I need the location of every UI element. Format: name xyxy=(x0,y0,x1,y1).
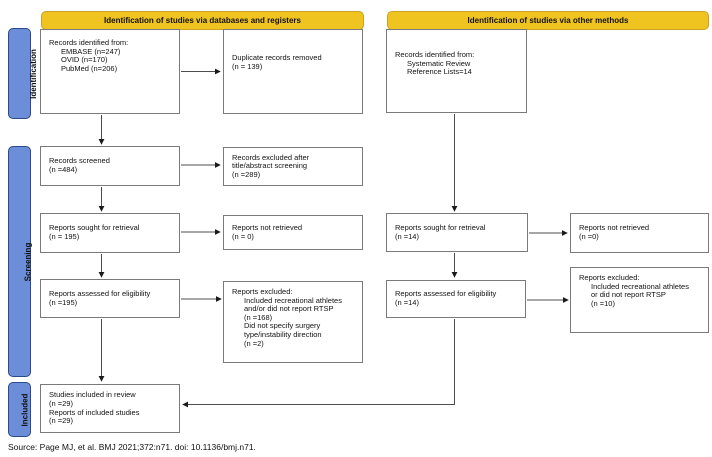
box-text-line: (n =14) xyxy=(395,298,419,307)
box-records-excluded xyxy=(223,147,363,186)
banner-databases-registers: Identification of studies via databases and registers xyxy=(41,11,364,30)
box-records-identified-databases xyxy=(40,29,180,114)
box-duplicates-removed xyxy=(223,29,363,114)
box-text-line: Records identified from: xyxy=(49,38,129,47)
box-text-line: type/instability direction xyxy=(244,329,322,339)
box-text-line: (n =29) xyxy=(49,398,73,408)
stage-screening-label: Screening xyxy=(23,242,33,281)
box-text-line: Reports not retrieved xyxy=(232,222,303,232)
box-reports-not-retrieved-databases xyxy=(223,215,363,250)
stage-included xyxy=(8,382,31,437)
box-text-line: Systematic Review xyxy=(407,58,471,68)
source-citation: Source: Page MJ, et al. BMJ 2021;372:n71. doi: 10.1136/bmj.n71. xyxy=(8,442,256,452)
box-text-line: (n = 195) xyxy=(49,232,80,241)
box-text-line: Reports excluded: xyxy=(232,287,293,296)
box-text-line: Records screened xyxy=(49,156,110,166)
box-text-line: Reports of included studies xyxy=(49,407,140,417)
box-text-line: (n =14) xyxy=(395,231,419,241)
box-text-line: or did not report RTSP xyxy=(591,290,666,300)
box-text-line: Duplicate records removed xyxy=(232,53,322,62)
box-records-identified-other xyxy=(386,29,527,113)
banner-other-methods: Identification of studies via other methods xyxy=(387,11,709,30)
stage-identification xyxy=(8,28,38,119)
box-text-line: PubMed (n=206) xyxy=(61,63,118,73)
box-reports-not-retrieved-other xyxy=(570,213,709,253)
stage-identification-label: Identification xyxy=(28,48,38,99)
box-text-line: (n = 139) xyxy=(232,61,263,71)
box-reports-sought-databases xyxy=(40,213,180,253)
box-text-line: Records excluded after xyxy=(232,152,310,162)
box-text-line: Reports assessed for eligibility xyxy=(49,288,151,298)
box-studies-included xyxy=(40,384,180,433)
box-text-line: (n =0) xyxy=(579,232,599,241)
box-text-line: (n =289) xyxy=(232,169,261,179)
box-text-line: (n =168) xyxy=(244,312,273,322)
box-text-line: Included recreational athletes xyxy=(591,281,689,291)
box-text-line: (n =10) xyxy=(591,298,615,308)
box-text-line: (n =195) xyxy=(49,297,78,307)
box-text-line: and/or did not report RTSP xyxy=(244,304,334,314)
box-text-line: Reports excluded: xyxy=(579,273,640,282)
box-text-line: EMBASE (n=247) xyxy=(61,46,121,56)
box-text-line: Did not specify surgery xyxy=(244,321,321,331)
box-text-line: (n =2) xyxy=(244,338,264,348)
box-text-line: Reports not retrieved xyxy=(579,223,650,233)
box-reports-assessed-other xyxy=(386,280,526,318)
box-text-line: (n = 0) xyxy=(232,231,254,241)
box-reports-excluded-databases xyxy=(223,281,363,363)
box-reports-assessed-databases xyxy=(40,279,180,318)
box-text-line: Reference Lists=14 xyxy=(407,67,472,77)
stage-included-label: Included xyxy=(20,393,30,426)
box-reports-sought-other xyxy=(386,213,528,252)
box-text-line: OVID (n=170) xyxy=(61,55,108,65)
box-text-line: Included recreational athletes xyxy=(244,295,342,305)
box-text-line: Reports sought for retrieval xyxy=(395,222,486,232)
box-reports-excluded-other xyxy=(570,267,709,333)
box-records-screened xyxy=(40,146,180,186)
box-text-line: (n =29) xyxy=(49,416,73,426)
box-text-line: Studies included in review xyxy=(49,390,136,400)
stage-screening xyxy=(8,146,31,377)
box-text-line: title/abstract screening xyxy=(232,161,308,171)
box-text-line: (n =484) xyxy=(49,165,78,174)
box-text-line: Reports sought for retrieval xyxy=(49,223,140,233)
box-text-line: Reports assessed for eligibility xyxy=(395,289,497,299)
box-text-line: Records identified from: xyxy=(395,50,475,59)
